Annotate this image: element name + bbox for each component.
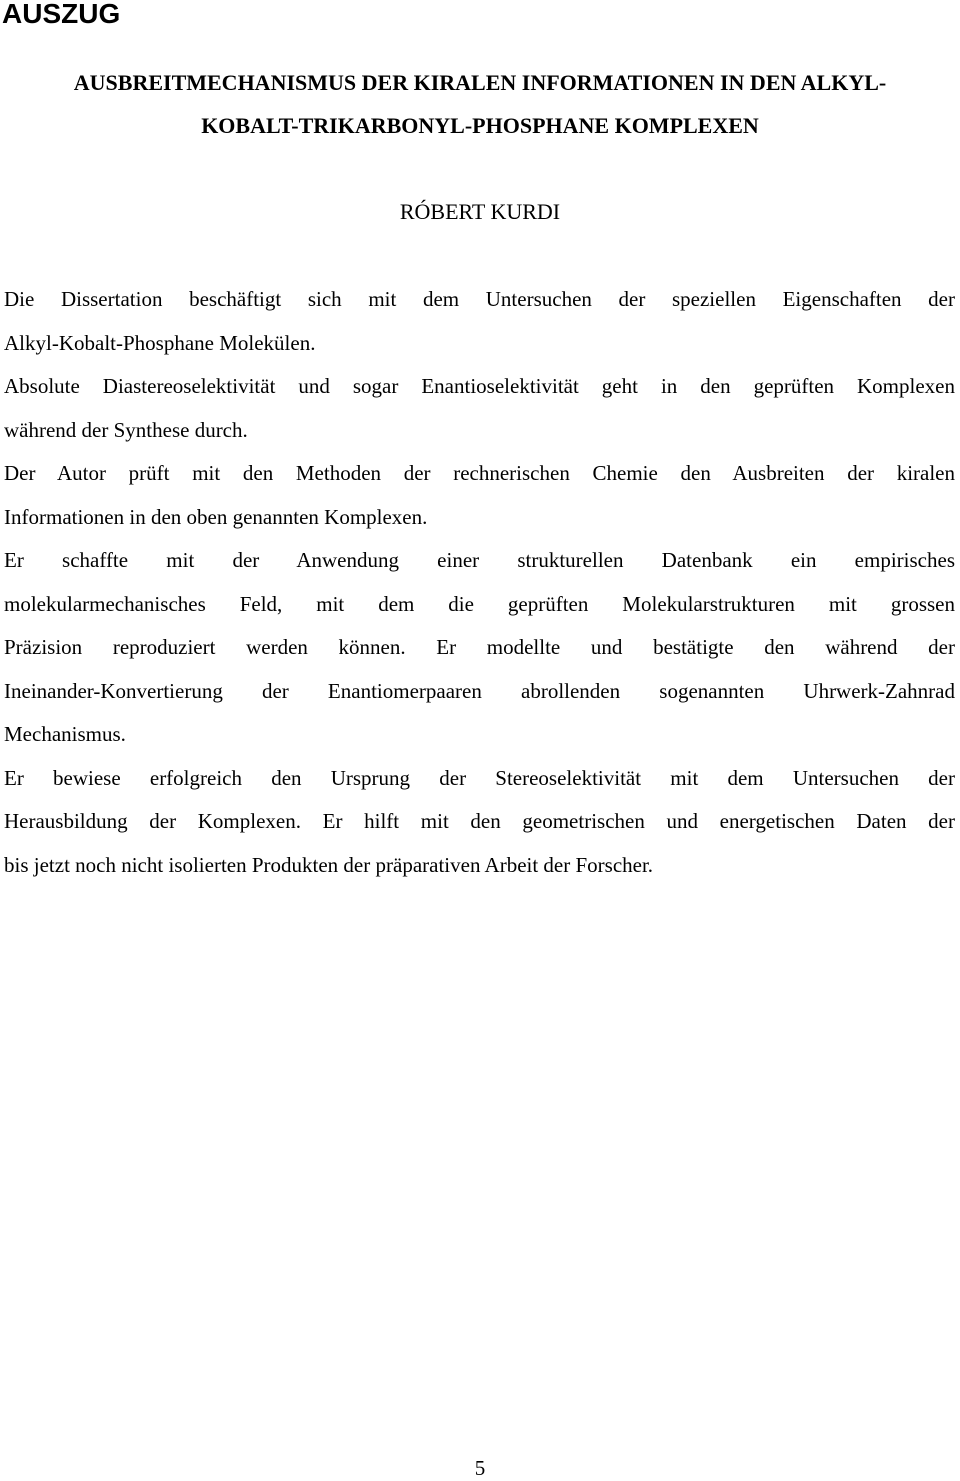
body-text-line: während der Synthese durch. <box>4 418 248 442</box>
body-text-line: molekularmechanisches Feld, mit dem die geprüften Molekularstrukturen mit grossen <box>4 592 955 616</box>
body-text-line: Er bewiese erfolgreich den Ursprung der Stereoselektivität mit dem Untersuchen der <box>4 766 955 790</box>
section-heading: AUSZUG <box>2 0 121 29</box>
body-text-line: Der Autor prüft mit den Methoden der rechnerischen Chemie den Ausbreiten der kiralen <box>4 461 955 485</box>
body-text-line: Ineinander-Konvertierung der Enantiomerpaaren abrollenden sogenannten Uhrwerk-Zahnrad <box>4 679 955 703</box>
page-number: 5 <box>474 1456 486 1480</box>
body-text-line: Präzision reproduziert werden können. Er modellte und bestätigte den während der <box>4 635 955 659</box>
body-text-line: Die Dissertation beschäftigt sich mit dem Untersuchen der speziellen Eigenschaften der <box>4 287 955 311</box>
document-title-line-2: KOBALT-TRIKARBONYL-PHOSPHANE KOMPLEXEN <box>201 113 759 138</box>
body-text-line: Alkyl-Kobalt-Phosphane Molekülen. <box>4 331 316 355</box>
body-text-line: Mechanismus. <box>4 722 126 746</box>
body-text-line: bis jetzt noch nicht isolierten Produkten der präparativen Arbeit der Forscher. <box>4 853 654 877</box>
body-text-line: Informationen in den oben genannten Komplexen. <box>4 505 428 529</box>
document-title-line-1: AUSBREITMECHANISMUS DER KIRALEN INFORMATIONEN IN DEN ALKYL- <box>73 70 887 95</box>
body-text-line: Er schaffte mit der Anwendung einer strukturellen Datenbank ein empirisches <box>4 548 955 572</box>
body-text-line: Herausbildung der Komplexen. Er hilft mit den geometrischen und energetischen Daten der <box>4 809 955 833</box>
author-name: RÓBERT KURDI <box>399 199 561 224</box>
body-text-line: Absolute Diastereoselektivität und sogar Enantioselektivität geht in den geprüften Komplexen <box>4 374 955 398</box>
